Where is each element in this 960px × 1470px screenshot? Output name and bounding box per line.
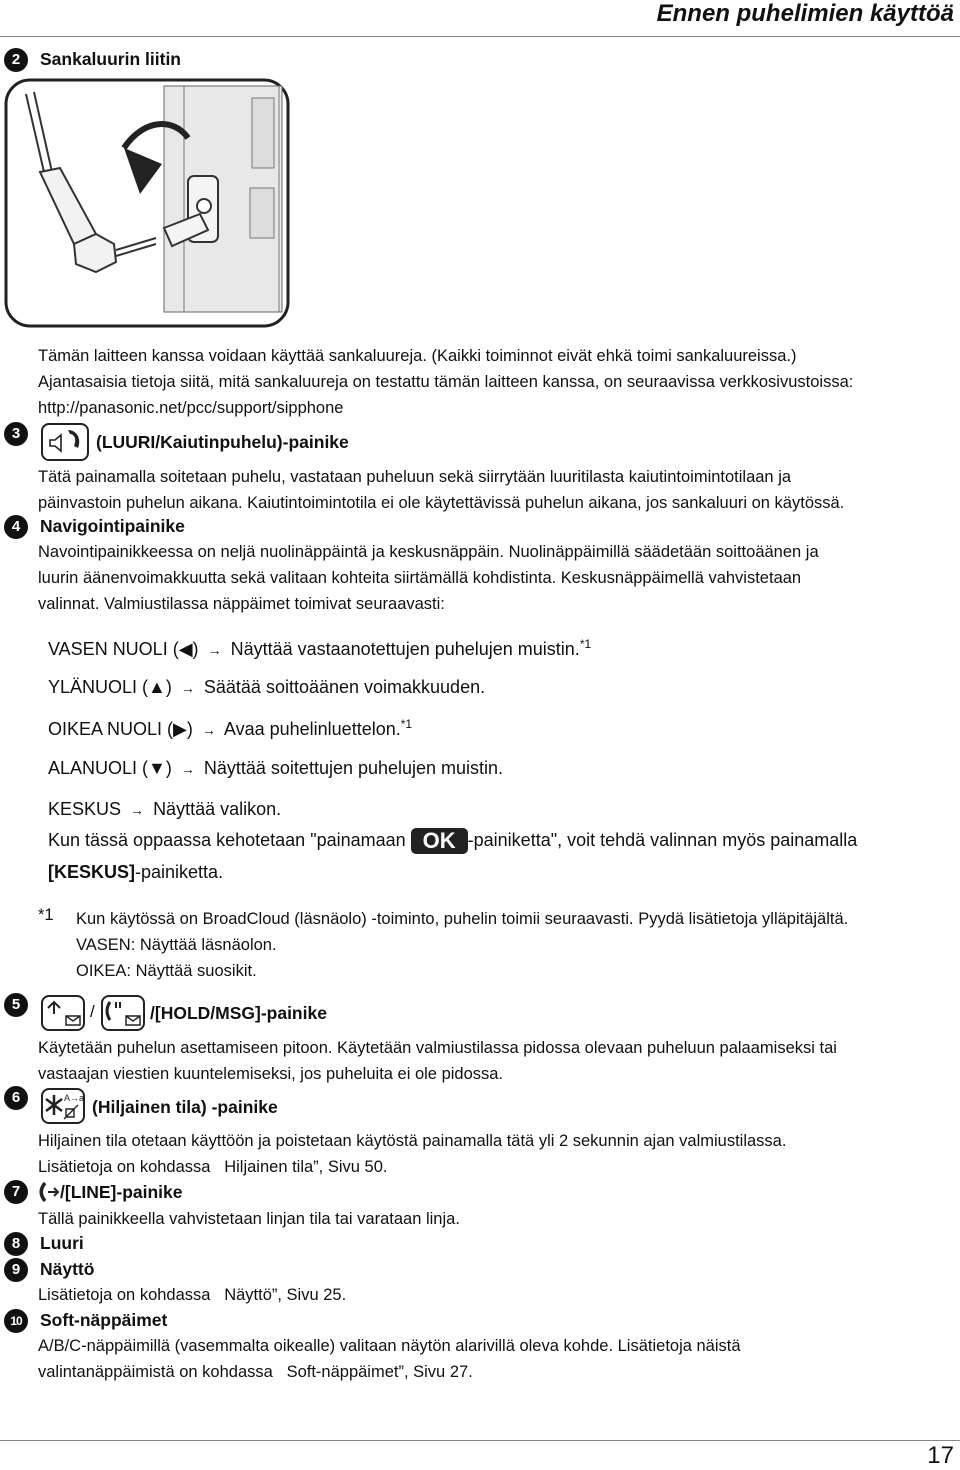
down-arrow-icon: ▼ bbox=[148, 758, 166, 778]
section-3-text-2: päinvastoin puhelun aikana. Kaiutintoimintotila ei ole käytettävissä puhelun aikana, jos sankaluuri on käytössä. bbox=[38, 494, 845, 512]
nav-down-desc: Näyttää soitettujen puhelujen muistin. bbox=[203, 758, 504, 778]
bullet-2: 2 bbox=[4, 48, 28, 72]
footnote-text-1: Kun käytössä on BroadCloud (läsnäolo) -toiminto, puhelin toimii seuraavasti. Pyydä lisätietoja ylläpitäjältä. bbox=[76, 910, 849, 928]
nav-center-line bbox=[48, 799, 281, 820]
nav-left-desc: Näyttää vastaanotettujen puhelujen muistin. bbox=[230, 639, 580, 659]
section-10-text-2: valintanäppäimistä on kohdassa Soft-näppäimet”, Sivu 27. bbox=[38, 1363, 473, 1381]
hold-icon bbox=[40, 994, 88, 1037]
page-header-title: Ennen puhelimien käyttöä bbox=[656, 0, 954, 27]
section-4-title: Navigointipainike bbox=[40, 516, 185, 536]
section-2-text-1: Tämän laitteen kanssa voidaan käyttää sankaluureja. (Kaikki toiminnot eivät ehkä toimi sankaluureissa.) bbox=[38, 347, 797, 365]
nav-left-line: VASEN NUOLI (◀) → Näyttää vastaanotettujen puhelujen muistin.$^{*1}$ bbox=[48, 637, 592, 659]
bullet-3: 3 bbox=[4, 422, 28, 446]
section-4-text-2: luurin äänenvoimakkuutta sekä valitaan kohteita siirtämällä kohdistinta. Keskusnäppäimellä vahvistetaan bbox=[38, 569, 802, 587]
section-2-text-2: Ajantasaisia tietoja siitä, mitä sankaluureja on testattu tämän laitteen kanssa, on seuraavissa verkkosivustoissa: bbox=[38, 373, 854, 391]
arrow-right-icon: → bbox=[180, 761, 195, 777]
keskus-line: [KESKUS]-painiketta. bbox=[48, 862, 224, 882]
svg-text:A→a: A→a bbox=[64, 1093, 85, 1103]
nav-right-desc: Avaa puhelinluettelon. bbox=[223, 719, 401, 739]
section-4-text-3: valinnat. Valmiustilassa näppäimet toimivat seuraavasti: bbox=[38, 595, 445, 613]
quiet-mode-icon bbox=[40, 1087, 86, 1130]
left-arrow-icon: ◀ bbox=[178, 639, 193, 659]
arrow-right-icon: → bbox=[207, 642, 222, 658]
section-9-text-1: Lisätietoja on kohdassa Näyttö”, Sivu 25. bbox=[38, 1286, 347, 1304]
arrow-right-icon: → bbox=[201, 722, 216, 738]
nav-right-line: OIKEA NUOLI (▶) → Avaa puhelinluettelon.$^{*1}$ bbox=[48, 717, 413, 739]
footnote-text-2: VASEN: Näyttää läsnäolon. bbox=[76, 936, 277, 954]
section-5-text-1: Käytetään puhelun asettamiseen pitoon. Käytetään valmiustilassa pidossa olevaan puheluun palaamiseksi tai bbox=[38, 1039, 837, 1057]
bullet-10: 10 bbox=[4, 1309, 28, 1333]
page-number: 17 bbox=[927, 1442, 954, 1469]
msg-icon bbox=[100, 994, 148, 1037]
section-7-text-1: Tällä painikkeella vahvistetaan linjan tila tai varataan linja. bbox=[38, 1210, 460, 1228]
right-arrow-icon: ▶ bbox=[173, 719, 187, 739]
section-5-text-2: vastaajan viestien kuuntelemiseksi, jos puheluita ei ole pidossa. bbox=[38, 1065, 504, 1083]
bullet-4: 4 bbox=[4, 515, 28, 539]
section-6-title: (Hiljainen tila) -painike bbox=[92, 1097, 278, 1117]
section-10-title: Soft-näppäimet bbox=[40, 1310, 168, 1330]
arrow-right-icon: → bbox=[180, 680, 195, 696]
ok-line: Kun tässä oppaassa kehotetaan "painamaan OK -painiketta", voit tehdä valinnan myös painamalla bbox=[48, 828, 858, 853]
section-3-title: (LUURI/Kaiutinpuhelu)-painike bbox=[96, 432, 349, 452]
ok-key-icon: OK bbox=[411, 828, 468, 854]
footer-rule bbox=[0, 1440, 960, 1441]
nav-up-desc: Säätää soittoäänen voimakkuuden. bbox=[203, 677, 486, 697]
section-3-text-1: Tätä painamalla soitetaan puhelu, vastataan puheluun sekä siirrytään luuritilasta kaiutintoimintotilaan ja bbox=[38, 468, 792, 486]
nav-center-key: KESKUS bbox=[48, 799, 122, 819]
bullet-8: 8 bbox=[4, 1232, 28, 1256]
section-2-title: Sankaluurin liitin bbox=[40, 49, 181, 69]
nav-center-desc: Näyttää valikon. bbox=[153, 799, 282, 819]
headset-jack-illustration bbox=[4, 78, 290, 328]
bullet-5: 5 bbox=[4, 993, 28, 1017]
section-7-title: /[LINE]-painike bbox=[60, 1182, 183, 1202]
keskus-key-label: [KESKUS] bbox=[48, 862, 136, 882]
bullet-9: 9 bbox=[4, 1258, 28, 1282]
nav-up-line: YLÄNUOLI (▲) → Säätää soittoäänen voimakkuuden. bbox=[48, 677, 486, 697]
bullet-6: 6 bbox=[4, 1086, 28, 1110]
section-2-url[interactable]: http://panasonic.net/pcc/support/sipphone bbox=[38, 399, 344, 417]
header-rule bbox=[0, 36, 960, 37]
bullet-7: 7 bbox=[4, 1180, 28, 1204]
section-4-text-1: Navointipainikkeessa on neljä nuolinäppäintä ja keskusnäppäin. Nuolinäppäimillä säädetään soittoäänen ja bbox=[38, 543, 819, 561]
nav-left-key: VASEN NUOLI ( bbox=[48, 639, 179, 659]
section-5-separator: / bbox=[90, 1002, 95, 1021]
section-6-text-2: Lisätietoja on kohdassa Hiljainen tila”, Sivu 50. bbox=[38, 1158, 388, 1176]
nav-up-key: YLÄNUOLI ( bbox=[48, 677, 149, 697]
section-6-text-1: Hiljainen tila otetaan käyttöön ja poistetaan käytöstä painamalla tätä yli 2 sekunnin ajan valmiustilassa. bbox=[38, 1132, 787, 1150]
section-10-text-1: A/B/C-näppäimillä (vasemmalta oikealle) valitaan näytön alarivillä oleva kohde. Lisätietoja näistä bbox=[38, 1337, 741, 1355]
footnote-mark: *1 bbox=[38, 906, 54, 924]
arrow-right-icon: → bbox=[130, 802, 145, 818]
nav-right-key: OIKEA NUOLI ( bbox=[48, 719, 174, 739]
footnote-text-3: OIKEA: Näyttää suosikit. bbox=[76, 962, 257, 980]
talk-speaker-icon bbox=[40, 422, 92, 467]
line-icon bbox=[39, 1181, 61, 1208]
nav-down-line: ALANUOLI (▼) → Näyttää soitettujen puhelujen muistin. bbox=[48, 758, 504, 778]
section-8-title: Luuri bbox=[40, 1233, 84, 1253]
up-arrow-icon: ▲ bbox=[148, 677, 166, 697]
section-5-title: /[HOLD/MSG]-painike bbox=[150, 1003, 327, 1023]
section-9-title: Näyttö bbox=[40, 1259, 95, 1279]
nav-down-key: ALANUOLI ( bbox=[48, 758, 149, 778]
